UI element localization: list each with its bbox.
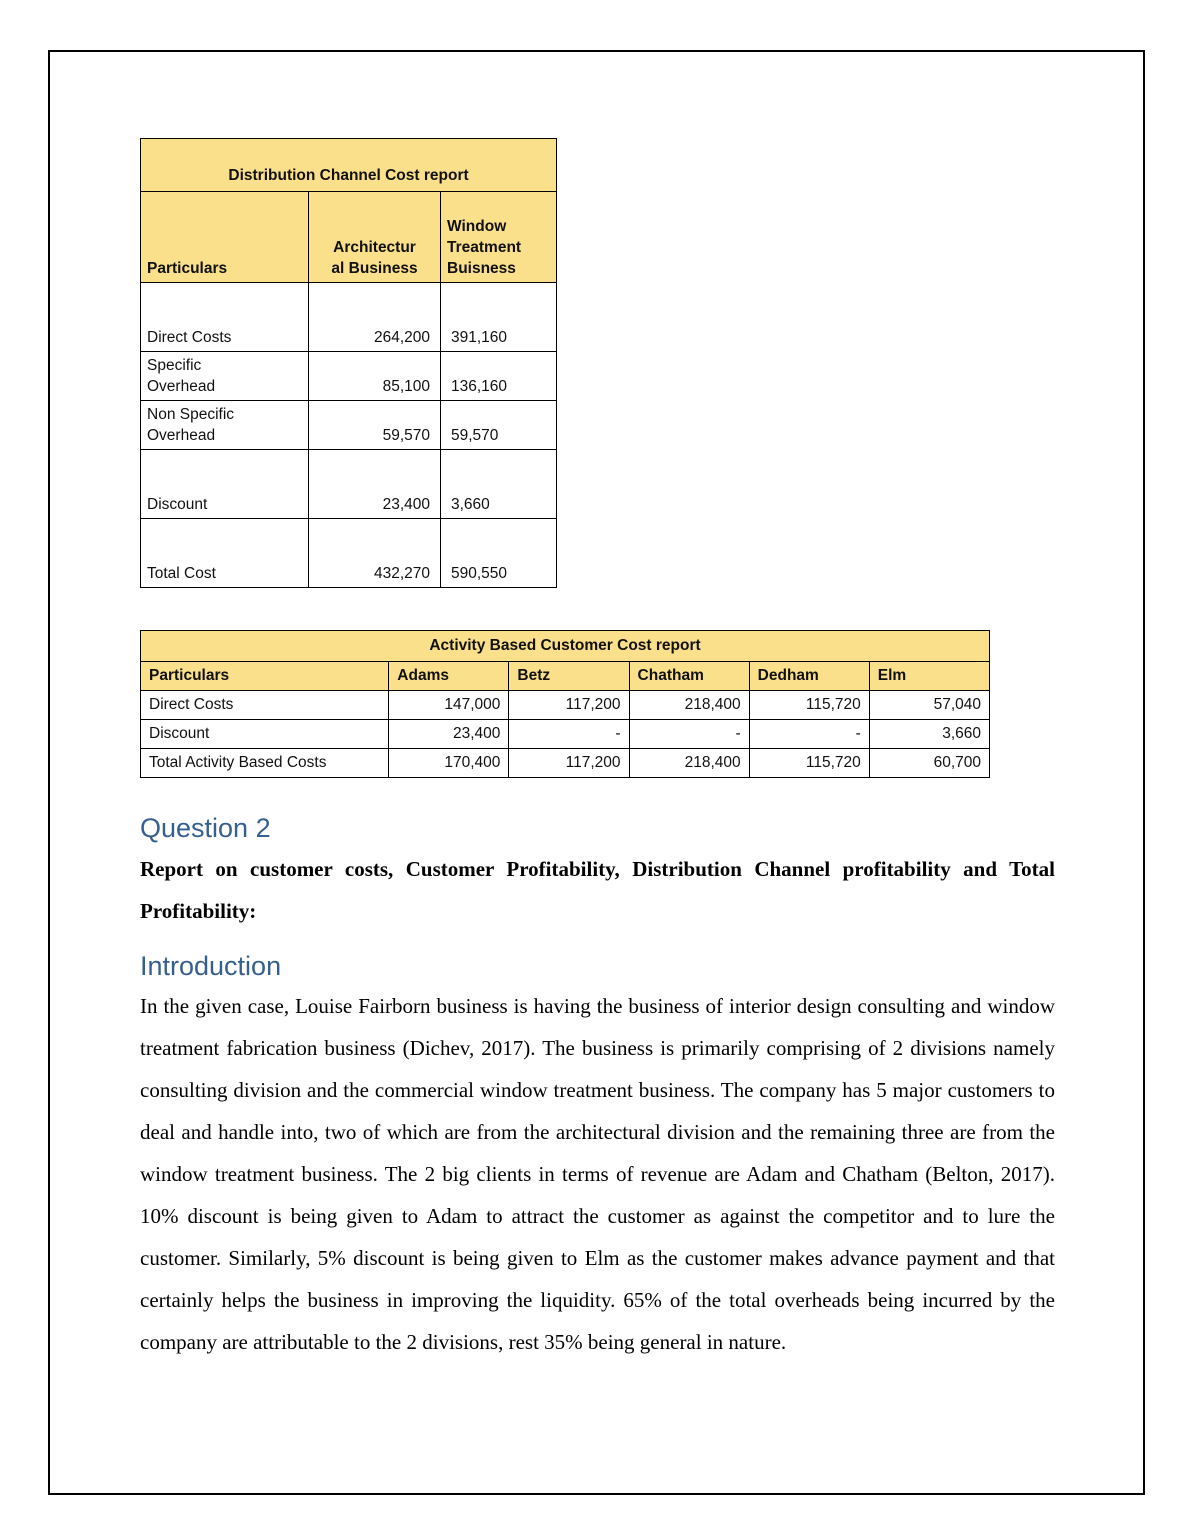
header-line-1: Architectur: [333, 239, 416, 257]
table-row: [141, 352, 557, 401]
section-spacer: [140, 778, 1055, 812]
cell-arch-value: 59,570: [309, 401, 441, 450]
table-title-row: [141, 631, 990, 662]
cell-dedham: -: [749, 720, 869, 749]
row-label-line-1: Non Specific: [147, 406, 235, 424]
cell-win-value: 391,160: [441, 283, 557, 352]
cell-elm: 3,660: [869, 720, 989, 749]
table-spacer: [140, 588, 1055, 630]
cell-elm: 60,700: [869, 749, 989, 778]
lead-bold-paragraph: Report on customer costs, Customer Profitability, Distribution Channel profitability and Total Profitability:: [140, 857, 1055, 924]
row-label: Direct Costs: [141, 691, 389, 720]
row-label: Total Activity Based Costs: [141, 749, 389, 778]
table-title-row: [141, 139, 557, 192]
cell-win-value: 3,660: [441, 450, 557, 519]
cell-adams: 23,400: [389, 720, 509, 749]
row-label: Direct Costs: [141, 283, 309, 352]
distribution-channel-cost-table: [140, 138, 557, 588]
table-row: [141, 401, 557, 450]
cell-arch-value: 85,100: [309, 352, 441, 401]
row-label: Discount: [141, 720, 389, 749]
cell-arch-value: 432,270: [309, 519, 441, 588]
page-border-frame: [48, 50, 1145, 1495]
heading-introduction: Introduction: [140, 951, 282, 982]
table-row: [141, 450, 557, 519]
row-label: [141, 401, 309, 450]
table-row: [141, 749, 990, 778]
column-header-elm: Elm: [869, 662, 989, 691]
cell-win-value: 59,570: [441, 401, 557, 450]
table-row: [141, 720, 990, 749]
column-header-dedham: Dedham: [749, 662, 869, 691]
cell-arch-value: 264,200: [309, 283, 441, 352]
column-header-particulars: Particulars: [141, 662, 389, 691]
cell-dedham: 115,720: [749, 749, 869, 778]
row-label: Discount: [141, 450, 309, 519]
row-label: [141, 352, 309, 401]
header-line-3: Buisness: [447, 260, 516, 278]
row-label-line-2: Overhead: [147, 427, 216, 445]
introduction-paragraph: In the given case, Louise Fairborn business is having the business of interior design consulting and window treatment fabrication business (Dichev, 2017). The business is primarily comprising of 2 divisions namely consulting division and the commercial window treatment business. The company has 5 major customers to deal and handle into, two of which are from the architectural division and the remaining three are from the window treatment business. The 2 big clients in terms of revenue are Adam and Chatham (Belton, 2017). 10% discount is being given to Adam to attract the customer as against the competitor and to lure the customer. Similarly, 5% discount is being given to Elm as the customer makes advance payment and that certainly helps the business in improving the liquidity. 65% of the total overheads being incurred by the company are attributable to the 2 divisions, rest 35% being general in nature.: [140, 993, 1055, 1354]
column-header-chatham: Chatham: [629, 662, 749, 691]
column-header-window-treatment-buisness: [441, 192, 557, 283]
header-line-2: al Business: [331, 260, 418, 278]
row-label-line-1: Specific: [147, 357, 202, 375]
table-header-row: [141, 192, 557, 283]
column-header-architectural-business: [309, 192, 441, 283]
cell-dedham: 115,720: [749, 691, 869, 720]
activity-based-customer-cost-table: [140, 630, 990, 778]
page-content: [140, 138, 1055, 1363]
table-header-row: [141, 662, 990, 691]
header-line-2: Treatment: [447, 239, 522, 257]
table-row: [141, 519, 557, 588]
table-title: Activity Based Customer Cost report: [141, 631, 990, 662]
cell-adams: 147,000: [389, 691, 509, 720]
cell-win-value: 136,160: [441, 352, 557, 401]
cell-adams: 170,400: [389, 749, 509, 778]
column-header-betz: Betz: [509, 662, 629, 691]
cell-chatham: -: [629, 720, 749, 749]
cell-betz: 117,200: [509, 691, 629, 720]
table-row: [141, 691, 990, 720]
table-row: [141, 283, 557, 352]
cell-betz: -: [509, 720, 629, 749]
row-label-line-2: Overhead: [147, 378, 216, 396]
header-line-1: Window: [447, 218, 507, 236]
cell-chatham: 218,400: [629, 749, 749, 778]
cell-elm: 57,040: [869, 691, 989, 720]
row-label: Total Cost: [141, 519, 309, 588]
cell-chatham: 218,400: [629, 691, 749, 720]
column-header-particulars: Particulars: [141, 192, 309, 283]
cell-win-value: 590,550: [441, 519, 557, 588]
cell-arch-value: 23,400: [309, 450, 441, 519]
table-title: Distribution Channel Cost report: [141, 139, 557, 192]
column-header-adams: Adams: [389, 662, 509, 691]
heading-question-2: Question 2: [140, 813, 271, 843]
cell-betz: 117,200: [509, 749, 629, 778]
